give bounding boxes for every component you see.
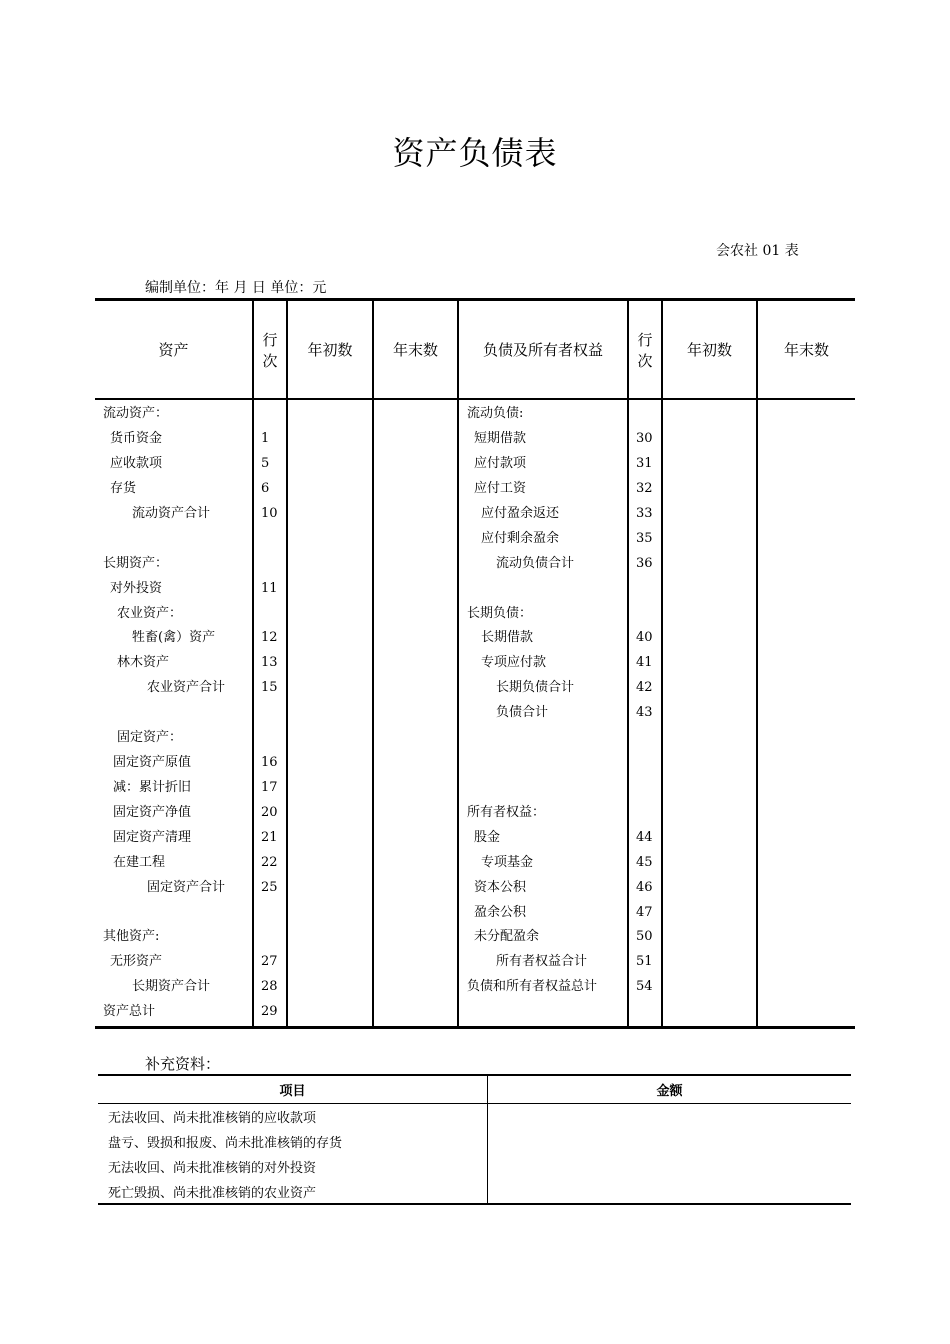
left-row-label: 长期资产： [103,556,169,571]
left-row-label: 在建工程 [113,855,166,870]
right-row-label: 流动负债合计 [496,556,575,571]
left-row-no: 27 [261,954,278,969]
header-row-no-bottom: 次 [262,351,278,370]
right-row-no: 47 [636,905,653,920]
right-row-label: 股金 [474,830,501,845]
header-liabilities: 负债及所有者权益 [482,341,603,359]
left-row-no: 20 [261,805,278,820]
supplement-row: 盘亏、毁损和报废、尚未批准核销的存货 [108,1136,343,1151]
right-row-no: 36 [636,556,653,571]
left-row-label: 固定资产原值 [113,755,192,770]
right-row-label: 资本公积 [474,880,527,895]
right-row-label: 应付盈余返还 [481,506,560,521]
left-row-no: 13 [261,655,278,670]
left-row-label: 固定资产合计 [147,880,226,895]
right-row-label: 长期负债合计 [496,680,575,695]
header-row-no2-top: 行 [637,330,653,349]
header-assets: 资产 [158,341,189,359]
left-row-label: 固定资产清理 [113,830,192,845]
right-row-label: 流动负债: [467,406,524,421]
left-row-label: 牲畜(禽）资产 [132,630,216,645]
left-row-label: 货币资金 [110,431,163,446]
right-row-label: 专项应付款 [481,655,547,670]
left-row-label: 固定资产净值 [113,805,192,820]
right-row-no: 30 [636,431,653,446]
right-row-label: 所有者权益： [467,805,546,820]
left-row-label: 存货 [110,481,137,496]
right-row-label: 未分配盈余 [474,929,540,944]
supplement-column-divider [487,1076,488,1203]
left-row-no: 11 [261,581,278,596]
header-row-no [254,301,286,398]
left-row-no: 10 [261,506,278,521]
left-row-no: 5 [261,456,270,471]
header-year-end: 年末数 [392,341,438,359]
right-row-label: 应付工资 [474,481,527,496]
supplement-row: 无法收回、尚未批准核销的对外投资 [108,1161,317,1176]
right-row-no: 41 [636,655,653,670]
left-row-label: 农业资产合计 [147,680,226,695]
balance-sheet-table [95,298,855,1029]
supplement-table [98,1074,851,1205]
left-row-no: 15 [261,680,278,695]
left-row-label: 流动资产： [103,406,169,421]
right-row-no: 45 [636,855,653,870]
supplement-header-divider [98,1103,851,1104]
right-row-label: 所有者权益合计 [496,954,588,969]
left-row-no: 12 [261,630,278,645]
right-row-no: 33 [636,506,653,521]
left-row-label: 无形资产 [110,954,163,969]
left-row-no: 25 [261,880,278,895]
right-row-no: 35 [636,531,653,546]
left-row-label: 林木资产 [117,655,170,670]
left-row-label: 对外投资 [110,581,163,596]
right-row-label: 盈余公积 [474,905,527,920]
right-row-label: 长期借款 [481,630,534,645]
header-year-end-2: 年末数 [783,341,829,359]
right-row-no: 31 [636,456,653,471]
page-title: 资产负债表 [392,134,558,172]
right-row-no: 50 [636,929,653,944]
header-row-no-top: 行 [262,330,278,349]
left-row-no: 1 [261,431,270,446]
left-row-label: 长期资产合计 [132,979,211,994]
column-divider [661,301,663,1026]
left-row-label: 减：累计折旧 [113,780,192,795]
column-divider [372,301,374,1026]
supplement-header-item: 项目 [279,1084,306,1099]
unit-line: 编制单位：年 月 日 单位：元 [145,280,327,296]
right-row-no: 40 [636,630,653,645]
left-row-no: 16 [261,755,278,770]
left-row-label: 固定资产： [117,730,183,745]
right-row-label: 短期借款 [474,431,527,446]
column-divider [286,301,288,1026]
right-row-no: 46 [636,880,653,895]
left-row-label: 流动资产合计 [132,506,211,521]
right-row-no: 44 [636,830,653,845]
left-row-no: 29 [261,1004,278,1019]
right-row-label: 专项基金 [481,855,534,870]
header-divider [95,398,855,400]
left-row-label: 应收款项 [110,456,163,471]
right-row-label: 应付剩余盈余 [481,531,560,546]
left-row-no: 28 [261,979,278,994]
left-row-label: 农业资产： [117,606,183,621]
header-row-no-2 [629,301,661,398]
right-row-no: 51 [636,954,653,969]
column-divider [252,301,254,1026]
left-row-no: 21 [261,830,278,845]
right-row-no: 32 [636,481,653,496]
left-row-no: 17 [261,780,278,795]
right-row-label: 应付款项 [474,456,527,471]
right-row-label: 负债合计 [496,705,549,720]
right-row-no: 43 [636,705,653,720]
left-row-label: 其他资产: [103,929,160,944]
header-year-begin-2: 年初数 [686,341,732,359]
column-divider [756,301,758,1026]
column-divider [627,301,629,1026]
form-code: 会农社 01 表 [716,243,799,259]
left-row-no: 22 [261,855,278,870]
supplement-label: 补充资料： [145,1055,221,1073]
right-row-no: 54 [636,979,653,994]
left-row-no: 6 [261,481,270,496]
right-row-label: 长期负债： [467,606,533,621]
left-row-label: 资产总计 [103,1004,156,1019]
right-row-label: 负债和所有者权益总计 [467,979,598,994]
supplement-header-amount: 金额 [656,1084,683,1099]
supplement-row: 无法收回、尚未批准核销的应收款项 [108,1111,317,1126]
column-divider [457,301,459,1026]
right-row-no: 42 [636,680,653,695]
header-row-no2-bottom: 次 [637,351,653,370]
header-year-begin: 年初数 [307,341,353,359]
supplement-row: 死亡毁损、尚未批准核销的农业资产 [108,1186,317,1201]
